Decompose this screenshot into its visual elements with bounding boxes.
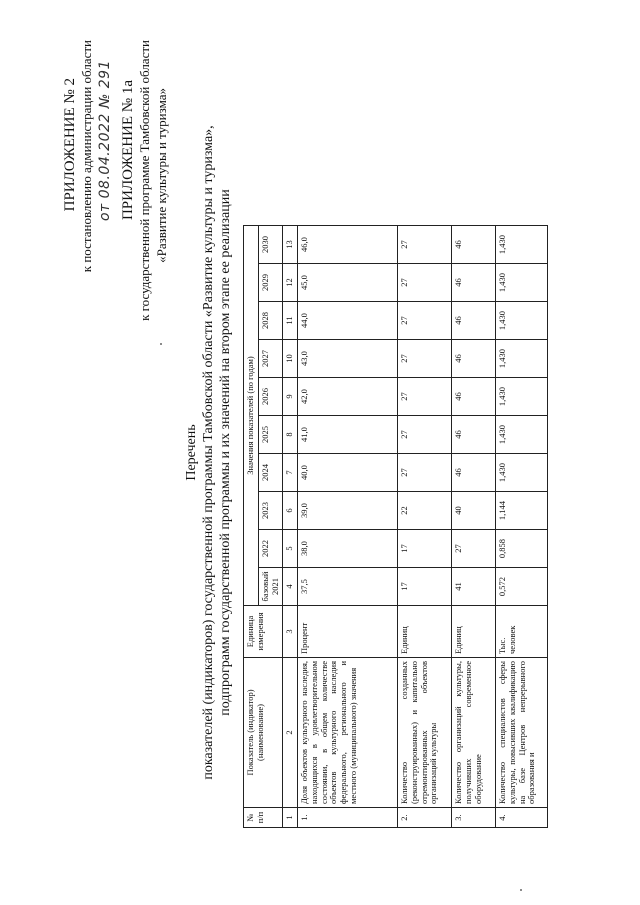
year-header: 2023 xyxy=(258,492,283,530)
value-cell: 43,0 xyxy=(298,340,398,378)
column-number: 2 xyxy=(283,658,298,808)
value-cell: 1,144 xyxy=(496,492,548,530)
year-header: 2026 xyxy=(258,378,283,416)
value-cell: 1,430 xyxy=(496,226,548,264)
header-indicator: Показатель (индикатор) (наименование) xyxy=(244,658,283,808)
decree-line: к постановлению администрации области xyxy=(79,40,94,273)
value-cell: 41 xyxy=(452,568,496,606)
column-number: 10 xyxy=(283,340,298,378)
header-values: Значения показателей (по годам) xyxy=(244,226,259,606)
table-row xyxy=(496,226,548,828)
header-num: № п/п xyxy=(244,808,283,828)
handwritten-date: от 08.04.2022 № 291 xyxy=(97,60,113,222)
value-cell: 1,430 xyxy=(496,378,548,416)
column-number: 8 xyxy=(283,416,298,454)
column-number: 12 xyxy=(283,264,298,302)
value-cell: 27 xyxy=(398,416,452,454)
value-cell: 17 xyxy=(398,530,452,568)
document-title: Перечень xyxy=(184,424,199,481)
scan-speck xyxy=(520,889,522,891)
value-cell: 41,0 xyxy=(298,416,398,454)
year-header: 2030 xyxy=(258,226,283,264)
year-header: 2028 xyxy=(258,302,283,340)
value-cell: 46 xyxy=(452,226,496,264)
value-cell: 22 xyxy=(398,492,452,530)
value-cell: 1,430 xyxy=(496,340,548,378)
year-header: 2022 xyxy=(258,530,283,568)
year-header: базовый 2021 xyxy=(258,568,283,606)
row-number: 3. xyxy=(452,808,496,828)
value-cell: 46,0 xyxy=(298,226,398,264)
value-cell: 40 xyxy=(452,492,496,530)
value-cell: 27 xyxy=(452,530,496,568)
table-row xyxy=(398,226,452,828)
column-number: 1 xyxy=(283,808,298,828)
year-header: 2029 xyxy=(258,264,283,302)
header-unit: Единица измерения xyxy=(244,606,283,658)
column-number: 13 xyxy=(283,226,298,264)
value-cell: 42,0 xyxy=(298,378,398,416)
value-cell: 27 xyxy=(398,226,452,264)
appendix-title: ПРИЛОЖЕНИЕ № 2 xyxy=(62,78,78,212)
value-cell: 1,430 xyxy=(496,264,548,302)
value-cell: 0,858 xyxy=(496,530,548,568)
value-cell: 39,0 xyxy=(298,492,398,530)
header-row xyxy=(244,226,259,828)
value-cell: 40,0 xyxy=(298,454,398,492)
value-cell: 1,430 xyxy=(496,454,548,492)
indicator-name: Количество организаций культуры, получивших современное оборудование xyxy=(452,658,496,808)
year-header: 2027 xyxy=(258,340,283,378)
value-cell: 1,430 xyxy=(496,302,548,340)
indicator-name: Доля объектов культурного наследия, находящихся в удовлетворительном состоянии, в общем количестве объектов культурного наследия федерального, регионального и местного (муниципального) значения xyxy=(298,658,398,808)
column-number: 6 xyxy=(283,492,298,530)
unit-cell: Единиц xyxy=(398,606,452,658)
value-cell: 27 xyxy=(398,454,452,492)
value-cell: 46 xyxy=(452,340,496,378)
value-cell: 27 xyxy=(398,302,452,340)
value-cell: 27 xyxy=(398,340,452,378)
program-name: «Развитие культуры и туризма» xyxy=(154,88,169,263)
value-cell: 27 xyxy=(398,378,452,416)
value-cell: 44,0 xyxy=(298,302,398,340)
row-number: 4. xyxy=(496,808,548,828)
value-cell: 46 xyxy=(452,378,496,416)
row-number: 1. xyxy=(298,808,398,828)
table-row xyxy=(298,226,398,828)
column-number: 7 xyxy=(283,454,298,492)
scan-speck xyxy=(160,343,162,345)
program-line: к государственной программе Тамбовской области xyxy=(137,40,152,321)
value-cell: 17 xyxy=(398,568,452,606)
value-cell: 38,0 xyxy=(298,530,398,568)
indicator-name: Количество созданных (реконструированных) и капитально отремонтированных объектов организаций культуры xyxy=(398,658,452,808)
column-number: 4 xyxy=(283,568,298,606)
value-cell: 0,572 xyxy=(496,568,548,606)
indicator-name: Количество специалистов сферы культуры, повысивших квалификацию на базе Центров непрерывного образования и xyxy=(496,658,548,808)
table-row xyxy=(452,226,496,828)
value-cell: 37,5 xyxy=(298,568,398,606)
indicators-table xyxy=(243,225,548,828)
value-cell: 46 xyxy=(452,416,496,454)
unit-cell: Процент xyxy=(298,606,398,658)
sub-appendix-title: ПРИЛОЖЕНИЕ № 1а xyxy=(120,80,136,221)
year-header: 2024 xyxy=(258,454,283,492)
value-cell: 27 xyxy=(398,264,452,302)
column-number: 9 xyxy=(283,378,298,416)
value-cell: 46 xyxy=(452,454,496,492)
value-cell: 46 xyxy=(452,302,496,340)
unit-cell: Тыс. человек xyxy=(496,606,548,658)
document-subtitle: показателей (индикаторов) государственной программы Тамбовской области «Развитие культуры и туризма», xyxy=(201,125,216,780)
column-number-row xyxy=(283,226,298,828)
unit-cell: Единиц xyxy=(452,606,496,658)
column-number: 3 xyxy=(283,606,298,658)
document-subtitle-2: подпрограмм государственной программы и их значений на втором этапе ее реализации xyxy=(218,189,233,716)
year-header: 2025 xyxy=(258,416,283,454)
value-cell: 1,430 xyxy=(496,416,548,454)
value-cell: 45,0 xyxy=(298,264,398,302)
row-number: 2. xyxy=(398,808,452,828)
column-number: 11 xyxy=(283,302,298,340)
value-cell: 46 xyxy=(452,264,496,302)
column-number: 5 xyxy=(283,530,298,568)
